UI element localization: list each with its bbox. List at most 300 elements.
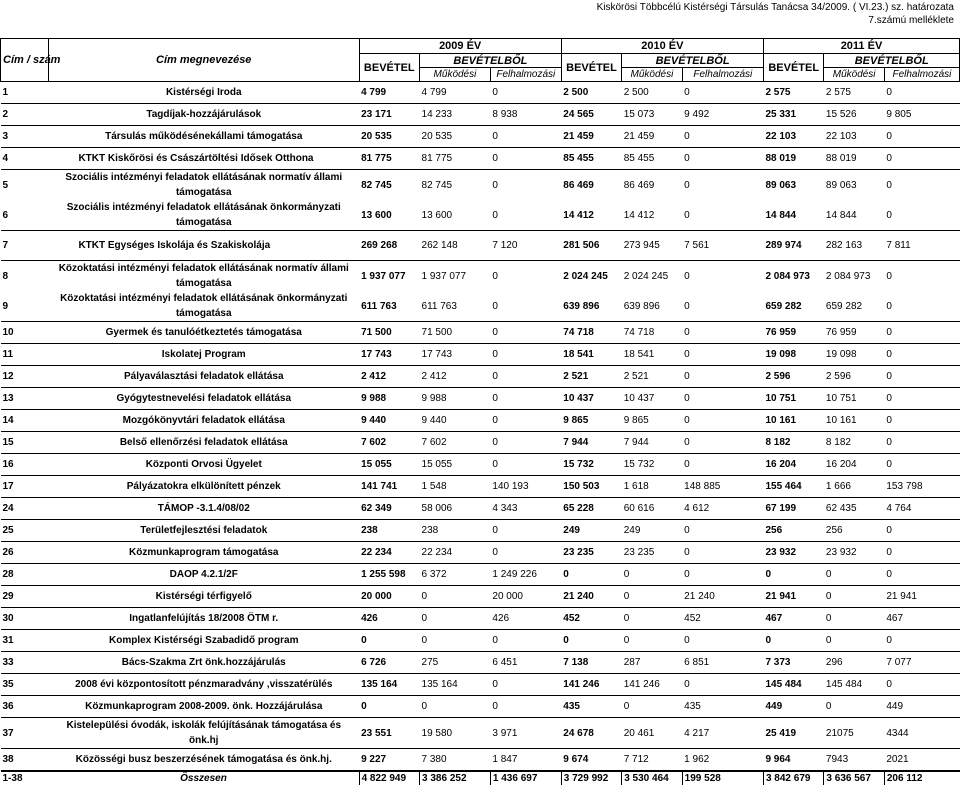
value-cell: 24 565 [561,104,621,126]
row-name: Kistérségi Iroda [48,82,359,104]
value-cell: 19 098 [824,344,884,366]
row-name: KTKT Kiskőrösi és Császártöltési Idősek Otthona [48,148,359,170]
value-cell: 15 055 [420,454,491,476]
row-name: Társulás működésénekállami támogatása [48,126,359,148]
row-name: Kistérségi térfigyelő [48,586,359,608]
value-cell: 0 [684,179,690,191]
row-name: Pályázatokra elkülönített pénzek [48,476,359,498]
value-cell: 275 [420,652,491,674]
row-id: 16 [1,454,49,476]
value-cell: 0 [622,564,682,586]
value-cell: 0 [824,564,884,586]
value-cell: 0 [682,630,763,652]
table-row [1,170,960,201]
value-cell: 287 [622,652,682,674]
value-cell: 62 435 [824,498,884,520]
value-cell: 8 182 [824,432,884,454]
value-cell: 2 412 [420,366,491,388]
bevetel-header: BEVÉTEL [763,54,823,82]
value-cell: 62 349 [359,498,419,520]
value-cell: 60 616 [622,498,682,520]
value-cell: 467 [884,608,959,630]
value-cell: 4344 [884,718,959,749]
row-id: 4 [1,148,49,170]
table-row [1,200,960,231]
value-cell: 9 964 [763,749,823,771]
value-cell: 1 937 077 [421,270,467,282]
value-cell: 4 799 [359,82,419,104]
mukodesi-header: Működési [420,68,491,82]
value-cell: 24 678 [561,718,621,749]
row-id: 1 [1,82,49,104]
value-cell: 426 [490,608,561,630]
value-cell: 0 [420,586,491,608]
value-cell: 0 [682,344,763,366]
value-cell: 0 [490,366,561,388]
value-cell: 0 [886,270,892,282]
row-name: Komplex Kistérségi Szabadidő program [48,630,359,652]
value-cell: 1 666 [824,476,884,498]
value-cell: 9 227 [359,749,419,771]
value-cell: 2 521 [622,366,682,388]
value-cell: 85 455 [622,148,682,170]
value-cell: 9 440 [420,410,491,432]
value-cell: 67 199 [763,498,823,520]
row-id: 15 [1,432,49,454]
value-cell: 0 [886,179,892,191]
value-cell: 0 [884,126,959,148]
value-cell: 10 751 [763,388,823,410]
row-id: 36 [1,696,49,718]
row-name: Területfejlesztési feladatok [48,520,359,542]
value-cell: 19 580 [420,718,491,749]
value-cell: 256 [763,520,823,542]
row-name: Közösségi busz beszerzésének támogatása és önk.hj. [48,749,359,771]
table-header [1,39,960,82]
total-value-cell: 3 386 252 [420,771,491,785]
value-cell: 153 798 [884,476,959,498]
value-cell: 0 [682,388,763,410]
value-cell: 9 988 [359,388,419,410]
total-id: 1-38 [1,771,49,785]
value-cell: 0 [682,542,763,564]
value-cell: 6 451 [490,652,561,674]
table-row [1,366,960,388]
bevetelbol-header: BEVÉTELBŐL [824,54,960,68]
value-cell: 0 [490,454,561,476]
value-cell: 13 600 [420,200,491,231]
value-cell: 20 535 [359,126,419,148]
value-cell: 18 541 [561,344,621,366]
value-cell: 2 575 [824,82,884,104]
value-cell: 22 103 [824,126,884,148]
value-cell: 0 [490,630,561,652]
value-cell: 21 941 [763,586,823,608]
table-row [1,564,960,586]
value-cell: 2 024 245 [563,270,608,282]
value-cell: 4 612 [682,498,763,520]
value-cell: 7 373 [763,652,823,674]
value-cell: 0 [622,696,682,718]
value-cell: 0 [420,608,491,630]
header-annex: 7.számú melléklete [868,15,954,26]
value-cell: 15 055 [359,454,419,476]
table-row [1,454,960,476]
value-cell: 25 419 [763,718,823,749]
row-name: Tagdíjak-hozzájárulások [48,104,359,126]
value-cell: 0 [682,520,763,542]
value-cell: 8 182 [763,432,823,454]
value-cell: 2 500 [622,82,682,104]
value-cell: 1 255 598 [359,564,419,586]
value-cell: 23 932 [763,542,823,564]
row-id: 7 [1,231,49,261]
table-row [1,630,960,652]
value-cell: 0 [561,630,621,652]
col-name-header: Cím megnevezése [48,39,359,82]
row-id: 38 [1,749,49,771]
value-cell: 20 461 [622,718,682,749]
value-cell: 71 500 [420,322,491,344]
value-cell: 10 751 [824,388,884,410]
value-cell: 0 [682,432,763,454]
value-cell: 4 799 [420,82,491,104]
value-cell: 140 193 [490,476,561,498]
value-cell: 148 885 [682,476,763,498]
value-cell: 23 235 [622,542,682,564]
value-cell: 0 [824,586,884,608]
year-2009-header: 2009 ÉV [359,39,561,54]
bevetelbol-header: BEVÉTELBŐL [622,54,764,68]
value-cell: 4 343 [490,498,561,520]
value-cell: 22 234 [420,542,491,564]
value-cell: 249 [561,520,621,542]
value-cell: 17 743 [420,344,491,366]
value-cell: 155 464 [763,476,823,498]
row-id: 30 [1,608,49,630]
value-cell: 0 [884,291,959,322]
value-cell: 14 844 [763,200,823,231]
value-cell: 282 163 [824,231,884,261]
value-cell: 74 718 [561,322,621,344]
value-cell: 2 500 [561,82,621,104]
row-name: Szociális intézményi feladatok ellátásának normatív állami támogatása [65,172,343,198]
value-cell: 2 596 [824,366,884,388]
row-id: 29 [1,586,49,608]
value-cell: 10 161 [824,410,884,432]
value-cell: 0 [682,564,763,586]
value-cell: 0 [884,200,959,231]
value-cell: 16 204 [763,454,823,476]
value-cell: 20 000 [359,586,419,608]
value-cell: 273 945 [622,231,682,261]
table-row [1,696,960,718]
row-id: 5 [2,179,9,191]
table-row [1,476,960,498]
value-cell: 14 844 [824,200,884,231]
row-id: 13 [1,388,49,410]
row-name: KTKT Egységes Iskolája és Szakiskolája [48,231,359,261]
value-cell: 7 138 [561,652,621,674]
value-cell: 21075 [824,718,884,749]
value-cell: 16 204 [824,454,884,476]
value-cell: 0 [682,366,763,388]
value-cell: 467 [763,608,823,630]
table-row [1,410,960,432]
row-name: Gyermek és tanulóétkeztetés támogatása [48,322,359,344]
value-cell: 9 674 [561,749,621,771]
value-cell: 25 331 [763,104,823,126]
value-cell: 0 [884,148,959,170]
value-cell: 135 164 [359,674,419,696]
row-id: 12 [1,366,49,388]
value-cell: 7 077 [884,652,959,674]
value-cell: 0 [682,291,763,322]
year-2010-header: 2010 ÉV [561,39,763,54]
value-cell: 141 741 [359,476,419,498]
value-cell: 9 865 [561,410,621,432]
felhalmozasi-header: Felhalmozási [490,68,561,82]
value-cell: 23 235 [561,542,621,564]
value-cell: 249 [622,520,682,542]
value-cell: 7 380 [420,749,491,771]
value-cell: 0 [684,270,690,282]
value-cell: 23 551 [359,718,419,749]
value-cell: 0 [490,542,561,564]
table-row [1,520,960,542]
table-row [1,104,960,126]
row-name: Mozgókönyvtári feladatok ellátása [48,410,359,432]
value-cell: 0 [622,630,682,652]
row-name: Közmunkaprogram támogatása [48,542,359,564]
mukodesi-header: Működési [824,68,884,82]
row-id: 28 [1,564,49,586]
value-cell: 238 [420,520,491,542]
value-cell: 7 811 [884,231,959,261]
row-id: 2 [1,104,49,126]
table-row [1,674,960,696]
value-cell: 141 246 [561,674,621,696]
value-cell: 71 500 [359,322,419,344]
value-cell: 0 [884,454,959,476]
value-cell: 14 412 [622,200,682,231]
year-2011-header: 2011 ÉV [763,39,959,54]
value-cell: 7943 [824,749,884,771]
value-cell: 86 469 [623,179,655,191]
value-cell: 659 282 [763,291,823,322]
table-row [1,322,960,344]
value-cell: 4 217 [682,718,763,749]
mukodesi-header: Működési [622,68,682,82]
value-cell: 0 [561,564,621,586]
row-name: Központi Orvosi Ügyelet [48,454,359,476]
value-cell: 2 084 973 [765,270,810,282]
value-cell: 0 [490,696,561,718]
row-id: 17 [1,476,49,498]
value-cell: 0 [359,696,419,718]
row-id: 26 [1,542,49,564]
row-id: 31 [1,630,49,652]
value-cell: 0 [682,322,763,344]
row-name: Közmunkaprogram 2008-2009. önk. Hozzájárulása [48,696,359,718]
header-resolution: Kiskörösi Többcélú Kistérségi Társulás Tanácsa 34/2009. ( VI.23.) sz. határozata [596,2,954,13]
table-row [1,231,960,261]
value-cell: 8 938 [490,104,561,126]
table-row [1,291,960,322]
value-cell: 0 [359,630,419,652]
value-cell: 0 [492,270,498,282]
value-cell: 611 763 [359,291,419,322]
value-cell: 262 148 [420,231,491,261]
value-cell: 0 [622,586,682,608]
total-value-cell: 206 112 [884,771,959,785]
document-header [597,1,954,27]
value-cell: 22 103 [763,126,823,148]
value-cell: 14 412 [561,200,621,231]
value-cell: 449 [884,696,959,718]
table-row [1,388,960,410]
value-cell: 0 [884,630,959,652]
row-name: Gyógytestnevelési feladatok ellátása [48,388,359,410]
bevetelbol-header: BEVÉTELBŐL [420,54,562,68]
value-cell: 76 959 [824,322,884,344]
row-id: 3 [1,126,49,148]
value-cell: 0 [884,82,959,104]
value-cell: 1 548 [420,476,491,498]
value-cell: 256 [824,520,884,542]
value-cell: 269 268 [359,231,419,261]
row-id: 33 [1,652,49,674]
col-id-header: Cím / szám [1,39,49,82]
value-cell: 3 971 [490,718,561,749]
value-cell: 23 171 [359,104,419,126]
value-cell: 238 [359,520,419,542]
value-cell: 0 [622,608,682,630]
table-row [1,586,960,608]
value-cell: 1 962 [682,749,763,771]
total-value-cell: 4 822 949 [359,771,419,785]
value-cell: 17 743 [359,344,419,366]
value-cell: 89 063 [765,179,797,191]
value-cell: 22 234 [359,542,419,564]
value-cell: 0 [420,630,491,652]
row-name: Közoktatási intézményi feladatok ellátásának normatív állami támogatása [58,263,349,289]
value-cell: 2 596 [763,366,823,388]
table-row [1,542,960,564]
value-cell: 0 [420,696,491,718]
value-cell: 21 941 [884,586,959,608]
total-value-cell: 1 436 697 [490,771,561,785]
row-id: 11 [1,344,49,366]
value-cell: 289 974 [763,231,823,261]
value-cell: 0 [884,344,959,366]
value-cell: 611 763 [420,291,491,322]
value-cell: 659 282 [824,291,884,322]
table-body [1,82,960,785]
table-row [1,749,960,771]
value-cell: 7 561 [682,231,763,261]
table-row [1,432,960,454]
value-cell: 81 775 [359,148,419,170]
value-cell: 65 228 [561,498,621,520]
value-cell: 0 [490,200,561,231]
value-cell: 7 120 [490,231,561,261]
table-row [1,126,960,148]
value-cell: 0 [884,674,959,696]
value-cell: 2 084 973 [825,270,871,282]
value-cell: 2 575 [763,82,823,104]
value-cell: 0 [682,82,763,104]
row-name: Kistelepülési óvodák, iskolák felújításának támogatása és önk.hj [48,718,359,749]
value-cell: 0 [490,432,561,454]
value-cell: 0 [763,564,823,586]
value-cell: 135 164 [420,674,491,696]
value-cell: 296 [824,652,884,674]
value-cell: 449 [763,696,823,718]
value-cell: 0 [682,674,763,696]
value-cell: 2021 [884,749,959,771]
value-cell: 0 [490,291,561,322]
value-cell: 0 [682,148,763,170]
value-cell: 0 [884,322,959,344]
value-cell: 14 233 [420,104,491,126]
value-cell: 0 [763,630,823,652]
row-id: 25 [1,520,49,542]
value-cell: 15 526 [824,104,884,126]
value-cell: 0 [490,674,561,696]
value-cell: 10 161 [763,410,823,432]
row-name: Bács-Szakma Zrt önk.hozzájárulás [48,652,359,674]
value-cell: 0 [884,366,959,388]
row-id: 9 [1,291,49,322]
value-cell: 639 896 [622,291,682,322]
row-name: DAOP 4.2.1/2F [48,564,359,586]
total-value-cell: 3 530 464 [622,771,682,785]
value-cell: 15 732 [622,454,682,476]
value-cell: 6 372 [420,564,491,586]
value-cell: 0 [490,520,561,542]
value-cell: 0 [490,126,561,148]
row-id: 8 [2,270,9,282]
value-cell: 145 484 [763,674,823,696]
value-cell: 426 [359,608,419,630]
value-cell: 0 [490,344,561,366]
value-cell: 9 492 [682,104,763,126]
value-cell: 10 437 [561,388,621,410]
value-cell: 20 000 [490,586,561,608]
value-cell: 1 937 077 [361,270,406,282]
table-row [1,608,960,630]
value-cell: 15 073 [622,104,682,126]
value-cell: 0 [884,432,959,454]
value-cell: 9 440 [359,410,419,432]
value-cell: 1 847 [490,749,561,771]
value-cell: 2 024 245 [623,270,669,282]
value-cell: 141 246 [622,674,682,696]
value-cell: 10 437 [622,388,682,410]
value-cell: 2 521 [561,366,621,388]
value-cell: 58 006 [420,498,491,520]
table-row [1,148,960,170]
value-cell: 82 745 [421,179,453,191]
value-cell: 0 [490,322,561,344]
value-cell: 281 506 [561,231,621,261]
value-cell: 435 [561,696,621,718]
row-name: TÁMOP -3.1.4/08/02 [48,498,359,520]
value-cell: 21 459 [622,126,682,148]
total-value-cell: 3 636 567 [824,771,884,785]
table-row [1,652,960,674]
